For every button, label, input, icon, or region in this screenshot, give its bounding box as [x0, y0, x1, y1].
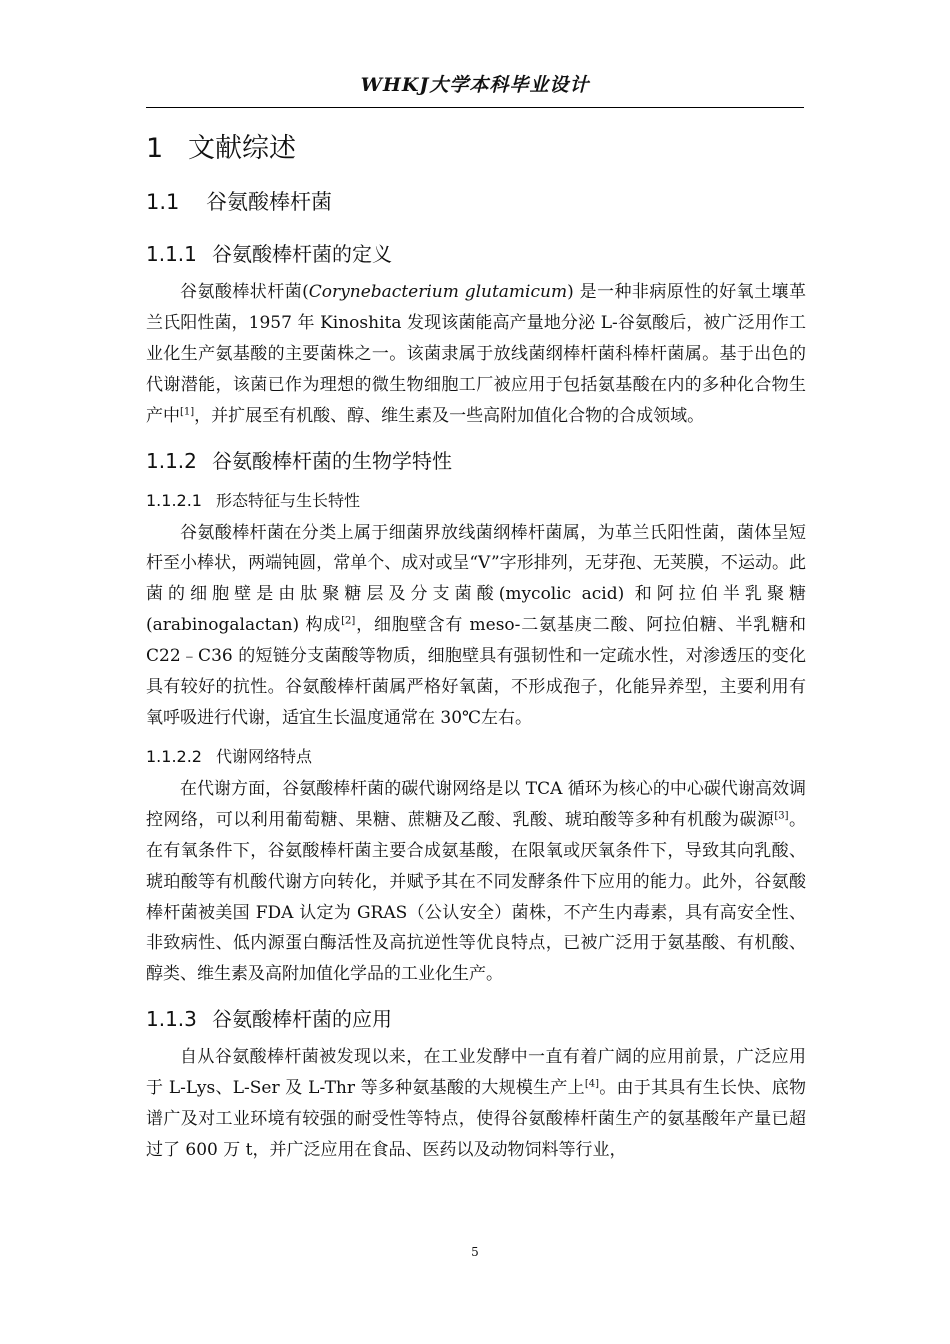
text-run: ，细胞壁含有 meso-二氨基庚二酸、阿拉伯糖、半乳糖和 C22﹣C36 的短链分支菌酸等物质，细胞壁具有强韧性和一定疏水性，对渗透压的变化具有较好的抗性。谷氨酸棒杆菌属严格好氧菌，不形成孢子，化能异养型，主要利用有氧呼吸进行代谢，适宜生长温度通常在 30℃左右。 — [146, 615, 806, 728]
subsection-number: 1.1.1 — [146, 242, 197, 266]
subsection-title: 谷氨酸棒杆菌的生物学特性 — [212, 448, 452, 473]
citation: [4] — [584, 1078, 600, 1090]
subsubsection-number: 1.1.2.2 — [146, 746, 202, 766]
subsubsection-title: 代谢网络特点 — [216, 746, 313, 766]
section-heading — [146, 177, 806, 227]
page-header: WHKJ大学本科毕业设计 — [360, 74, 590, 96]
subsection-heading-2 — [146, 438, 806, 484]
page-body — [146, 126, 806, 1172]
subsection-title: 谷氨酸棒杆菌的应用 — [212, 1007, 392, 1032]
page-number: 5 — [471, 1245, 479, 1259]
subsection-number: 1.1.2 — [146, 448, 197, 473]
chapter-heading — [146, 126, 806, 171]
text-run: 。由于其具有生长快、底物谱广及对工业环境有较强的耐受性等特点，使得谷氨酸棒杆菌生产的氨基酸年产量已超过了 600 万 t，并广泛应用在食品、医药以及动物饲料等行业， — [146, 1078, 806, 1160]
subsection-number: 1.1.3 — [146, 1007, 197, 1032]
text-run: ) 是一种非病原性的好氧土壤革兰氏阳性菌，1957 年 Kinoshita 发现该菌能高产量地分泌 L-谷氨酸后，被广泛用作工业化生产氨基酸的主要菌株之一。该菌隶属于放线菌纲棒杆菌科棒杆菌属。基于出色的代谢潜能，该菌已作为理想的微生物细胞工厂被应用于包括氨基酸在内的多种化合物生产中 — [146, 282, 806, 426]
header-divider — [146, 107, 804, 108]
text-run: 谷氨酸棒状杆菌( — [180, 282, 309, 302]
text-run: 谷氨酸棒杆菌在分类上属于细菌界放线菌纲棒杆菌属，为革兰氏阳性菌，菌体呈短杆至小棒状，两端钝圆，常单个、成对或呈“V”字形排列，无芽孢、无荚膜，不运动。此菌的细胞壁是由肽聚糖层及分支菌酸(mycolic acid) 和阿拉伯半乳聚糖(arabinogalactan) 构成 — [146, 522, 806, 636]
paragraph-application — [146, 1042, 806, 1166]
text-run: ，并扩展至有机酸、醇、维生素及一些高附加值化合物的合成领域。 — [194, 405, 705, 426]
text-run: 在代谢方面，谷氨酸棒杆菌的碳代谢网络是以 TCA 循环为核心的中心碳代谢高效调控网络，可以利用葡萄糖、果糖、蔗糖及乙酸、乳酸、琥珀酸等多种有机酸为碳源 — [146, 778, 806, 830]
paragraph-definition — [146, 277, 806, 432]
citation: [2] — [341, 615, 356, 627]
subsubsection-heading-2 — [146, 740, 806, 774]
section-title: 谷氨酸棒杆菌 — [206, 190, 332, 214]
subsection-heading-3 — [146, 996, 806, 1042]
subsubsection-title: 形态特征与生长特性 — [216, 490, 361, 510]
subsection-heading-1 — [146, 231, 806, 277]
chapter-title: 文献综述 — [188, 133, 296, 164]
subsubsection-number: 1.1.2.1 — [146, 490, 202, 510]
species-name: Corynebacterium glutamicum — [308, 282, 568, 302]
paragraph-metabolism — [146, 774, 806, 990]
subsubsection-heading-1 — [146, 484, 806, 518]
section-number: 1.1 — [146, 190, 180, 214]
text-run: 。在有氧条件下，谷氨酸棒杆菌主要合成氨基酸，在限氧或厌氧条件下，导致其向乳酸、琥珀酸等有机酸代谢方向转化，并赋予其在不同发酵条件下应用的能力。此外，谷氨酸棒杆菌被美国 FDA 认定为 GRAS（公认安全）菌株，不产生内毒素，具有高安全性、非致病性、低内源蛋白酶活性及高抗逆性等优良特点，已被广泛用于氨基酸、有机酸、醇类、维生素及高附加值化学品的工业化生产。 — [146, 809, 807, 985]
citation: [1] — [180, 405, 195, 417]
citation: [3] — [774, 810, 789, 822]
paragraph-morphology — [146, 518, 806, 734]
subsection-title: 谷氨酸棒杆菌的定义 — [212, 242, 392, 266]
chapter-number: 1 — [146, 133, 164, 164]
text-run: 自从谷氨酸棒杆菌被发现以来，在工业发酵中一直有着广阔的应用前景，广泛应用于 L-Lys、L-Ser 及 L-Thr 等多种氨基酸的大规模生产上 — [146, 1047, 806, 1099]
